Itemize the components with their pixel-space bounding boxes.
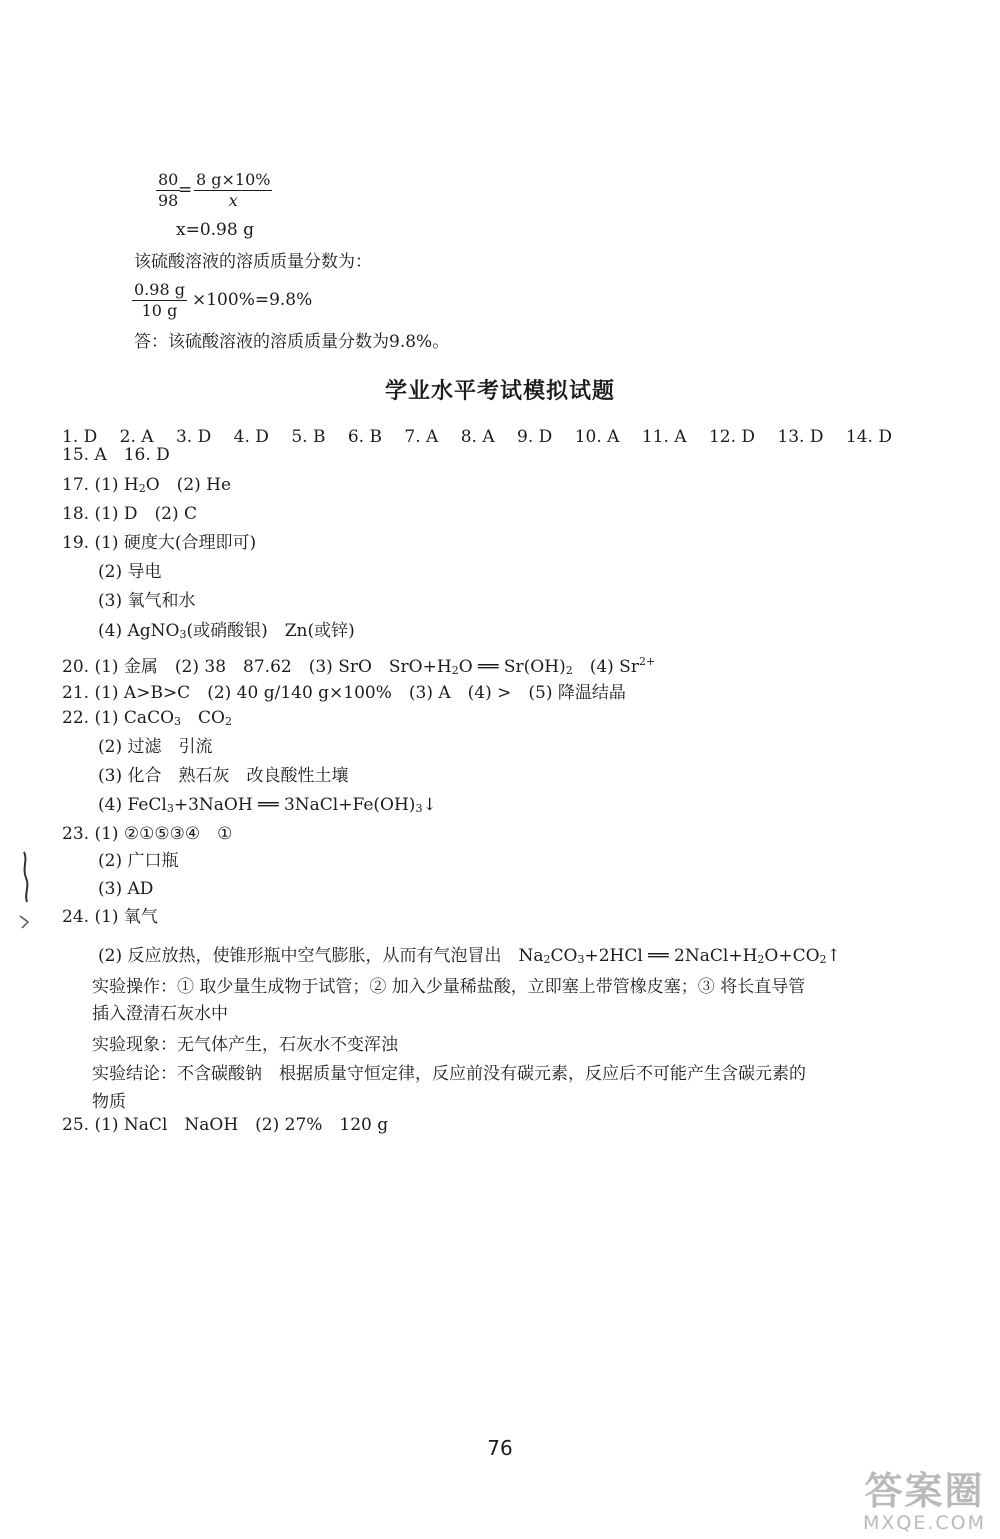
percent-result: ×100%=9.8% bbox=[192, 290, 313, 310]
choice-answer: 4. D bbox=[233, 427, 269, 447]
answer-24-1: 24. (1) 氧气 bbox=[62, 907, 158, 927]
answer-19-3: (3) 氧气和水 bbox=[98, 591, 196, 611]
answer-23-3: (3) AD bbox=[98, 879, 154, 899]
answer-line: 答：该硫酸溶液的溶质质量分数为9.8%。 bbox=[134, 332, 450, 352]
fraction-098: $\frac{0.98 g}{10 g}$ bbox=[134, 280, 185, 320]
choice-answers-row bbox=[62, 425, 892, 449]
choice-answer: 8. A bbox=[460, 427, 495, 447]
choice-answer: 6. B bbox=[347, 427, 382, 447]
choice-answer: 2. A bbox=[119, 427, 154, 447]
answer-24-2: (2) 反应放热，使锥形瓶中空气膨胀，从而有气泡冒出 $Na_2CO_3+2HCl$ ══ $2NaCl+H_2O+CO_2↑$ bbox=[98, 946, 841, 966]
section-title: 学业水平考试模拟试题 bbox=[384, 379, 615, 404]
choice-answer: 13. D bbox=[777, 427, 824, 447]
answer-25: 25. (1) NaCl NaOH (2) 27% 120 g bbox=[62, 1115, 389, 1135]
x-result: x=0.98 g bbox=[176, 220, 254, 240]
page-number: 76 bbox=[487, 1436, 513, 1460]
answer-23-1: 23. (1) ②①⑤③④ ① bbox=[62, 824, 233, 844]
answer-24-conclusion: 实验结论：不含碳酸钠 根据质量守恒定律，反应前没有碳元素，反应后不可能产生含碳元素的 bbox=[92, 1064, 806, 1084]
answer-18: 18. (1) D (2) C bbox=[62, 504, 198, 524]
answer-21: 21. (1) A>B>C (2) 40 g/140 g×100% (3) A (4) > (5) 降温结晶 bbox=[62, 683, 626, 703]
answer-22-1: 22. (1) CaCO$_3$ $CO_2$ bbox=[62, 708, 232, 728]
choice-answers-row-2: 15. A 16. D bbox=[62, 445, 170, 465]
answer-24-phenomenon: 实验现象：无气体产生，石灰水不变浑浊 bbox=[92, 1035, 398, 1055]
equals-sign: = bbox=[178, 180, 193, 200]
choice-answer: 7. A bbox=[404, 427, 439, 447]
choice-answer: 9. D bbox=[517, 427, 553, 447]
margin-mark bbox=[16, 850, 36, 930]
choice-answer: 3. D bbox=[175, 427, 212, 447]
fraction-80-98: $\frac{80}{98}$ bbox=[158, 170, 179, 210]
choice-answer: 14. D bbox=[845, 427, 892, 447]
answer-24-conclusion-cont: 物质 bbox=[92, 1092, 126, 1112]
answer-19-4: (4) AgNO$_3$(或硝酸银) Zn(或锌) bbox=[98, 621, 355, 641]
choice-answer: 12. D bbox=[708, 427, 756, 447]
choice-answer: 10. A bbox=[574, 427, 620, 447]
answer-24-operation-cont: 插入澄清石灰水中 bbox=[92, 1004, 228, 1024]
watermark: 答案圈 MXQE.COM bbox=[862, 1469, 986, 1534]
choice-answer: 1. D bbox=[62, 427, 98, 447]
answer-19-1: 19. (1) 硬度大(合理即可) bbox=[62, 533, 257, 553]
answer-22-4: (4) FeCl$_3$+3NaOH ══ $3NaCl+Fe(OH)_3↓$ bbox=[98, 795, 437, 815]
choice-answer: 11. A bbox=[641, 427, 687, 447]
answer-17: 17. (1) $H_2O$ (2) He bbox=[62, 475, 232, 495]
answer-23-2: (2) 广口瓶 bbox=[98, 851, 179, 871]
answer-20: 20. (1) 金属 (2) 38 87.62 (3) SrO $SrO+H_2O$ ══ $Sr(OH)_2$ (4) $Sr^{2+}$ bbox=[62, 655, 656, 677]
intro-line: 该硫酸溶液的溶质质量分数为： bbox=[134, 252, 372, 272]
answer-24-operation: 实验操作：① 取少量生成物于试管；② 加入少量稀盐酸，立即塞上带管橡皮塞；③ 将长直导管 bbox=[92, 977, 806, 997]
choice-answer: 5. B bbox=[291, 427, 326, 447]
answer-22-3: (3) 化合 熟石灰 改良酸性土壤 bbox=[98, 766, 349, 786]
fraction-8g: $\frac{8 g\times 10\%}{x}$ bbox=[196, 170, 271, 210]
answer-19-2: (2) 导电 bbox=[98, 562, 162, 582]
answer-22-2: (2) 过滤 引流 bbox=[98, 737, 213, 757]
